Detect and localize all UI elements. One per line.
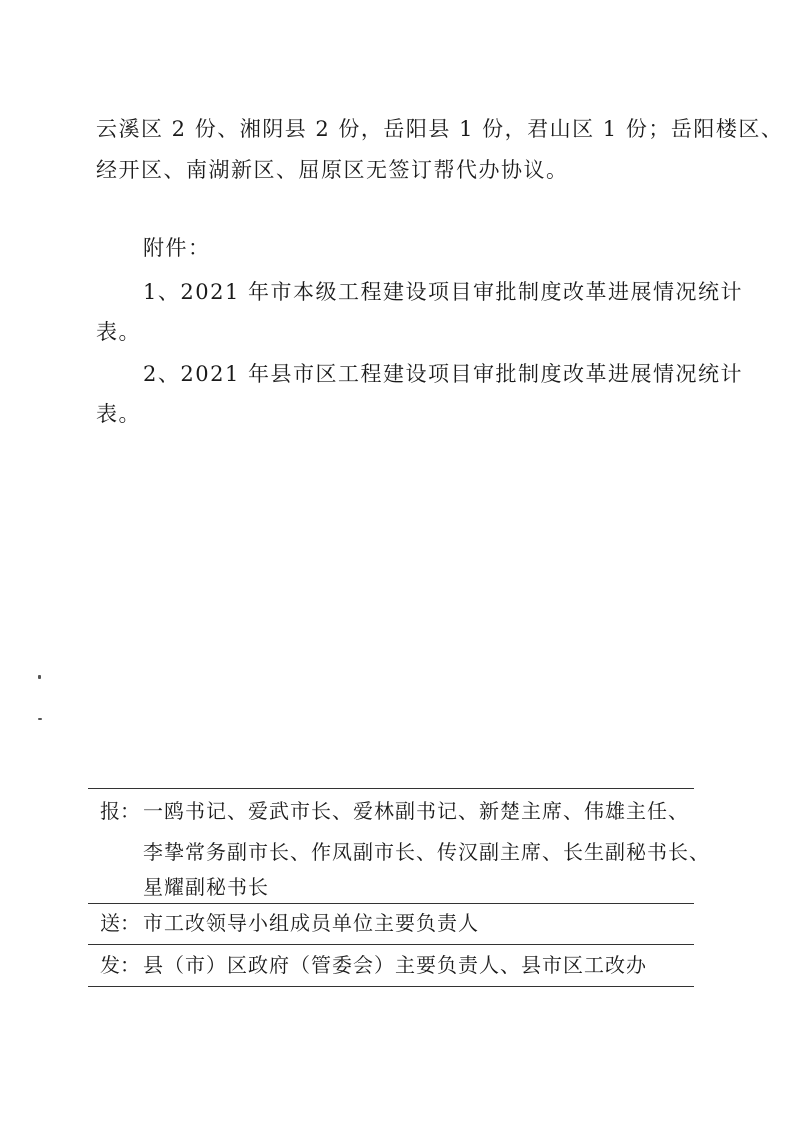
issue-label: 发： xyxy=(100,953,140,977)
body-line-1: 云溪区 2 份、湘阴县 2 份，岳阳县 1 份，君山区 1 份；岳阳楼区、 xyxy=(96,117,784,141)
distribution-top-rule xyxy=(88,788,694,789)
report-line-1: 一鸥书记、爱武市长、爱林副书记、新楚主席、伟雄主任、 xyxy=(143,799,689,823)
send-text: 市工改领导小组成员单位主要负责人 xyxy=(143,911,479,935)
attachment-item-1-cont: 表。 xyxy=(96,320,141,344)
distribution-bottom-rule xyxy=(88,986,694,987)
report-line-3: 星耀副秘书长 xyxy=(143,875,269,899)
attachment-item-2: 2、2021 年县市区工程建设项目审批制度改革进展情况统计 xyxy=(143,362,743,386)
distribution-mid-rule-1 xyxy=(88,903,694,904)
send-label: 送： xyxy=(100,911,140,935)
report-line-2: 李挚常务副市长、作凤副市长、传汉副主席、长生副秘书长、 xyxy=(143,840,710,864)
body-line-2: 经开区、南湖新区、屈原区无签订帮代办协议。 xyxy=(96,158,569,182)
report-label: 报： xyxy=(100,799,140,823)
issue-text: 县（市）区政府（管委会）主要负责人、县市区工改办 xyxy=(143,953,647,977)
attachment-item-2-cont: 表。 xyxy=(96,402,141,426)
distribution-mid-rule-2 xyxy=(88,944,694,945)
attachment-item-1: 1、2021 年市本级工程建设项目审批制度改革进展情况统计 xyxy=(143,280,743,304)
scan-speck xyxy=(38,675,41,679)
scan-speck xyxy=(38,718,42,720)
attachments-heading: 附件： xyxy=(143,236,211,260)
